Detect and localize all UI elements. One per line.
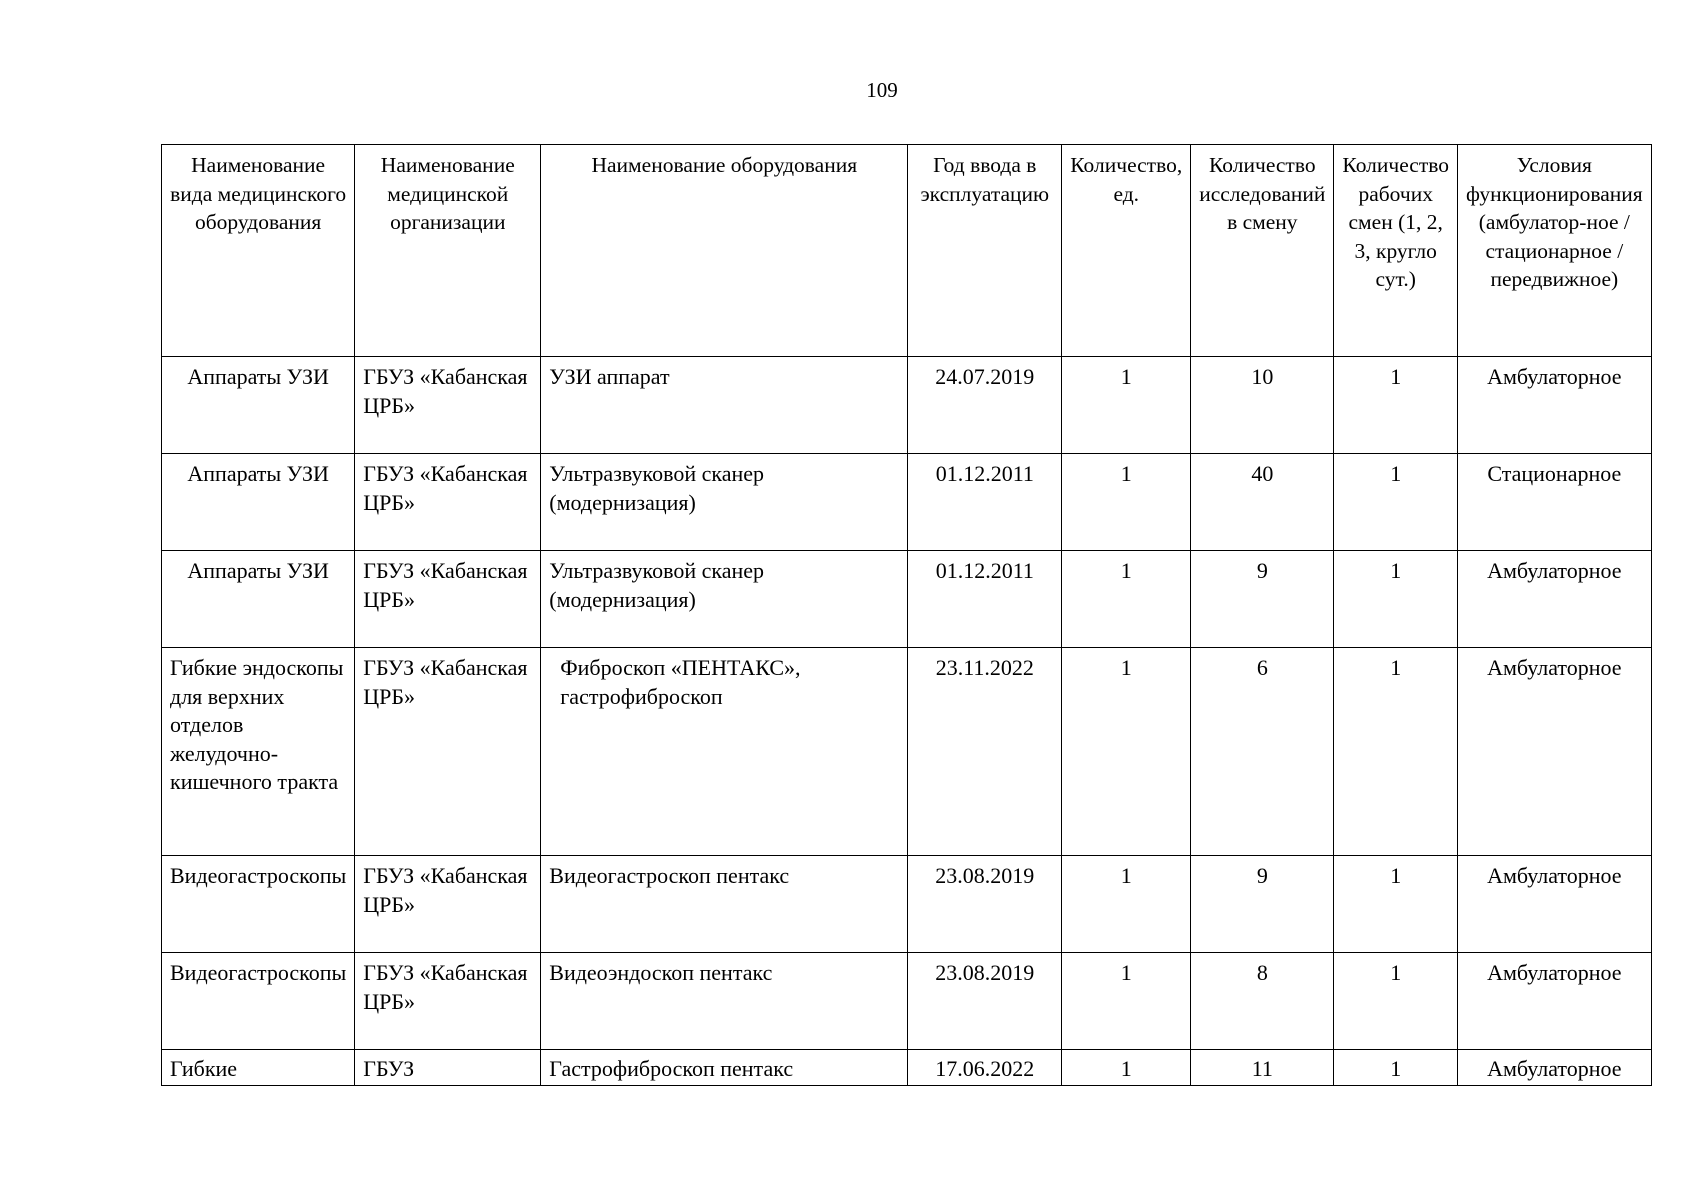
cell-operating-conditions: Амбулаторное (1457, 1050, 1651, 1086)
cell-organization: ГБУЗ (355, 1050, 541, 1086)
table-row (162, 357, 1652, 454)
cell-equipment-name: Видеогастроскоп пентакс (541, 856, 908, 953)
header-quantity: Количество, ед. (1062, 145, 1191, 357)
cell-equipment-type: Гибкие эндоскопы для верхних отделов желудочно-кишечного тракта (162, 648, 355, 856)
cell-studies-per-shift: 11 (1191, 1050, 1334, 1086)
table-row (162, 856, 1652, 953)
cell-studies-per-shift: 8 (1191, 953, 1334, 1050)
cell-equipment-name: Гастрофиброскоп пентакс (541, 1050, 908, 1086)
cell-equipment-name: Фиброскоп «ПЕНТАКС», гастрофиброскоп (541, 648, 908, 856)
cell-equipment-type: Видеогастроскопы (162, 953, 355, 1050)
cell-equipment-name: УЗИ аппарат (541, 357, 908, 454)
cell-quantity: 1 (1062, 551, 1191, 648)
cell-organization: ГБУЗ «Кабанская ЦРБ» (355, 648, 541, 856)
header-work-shifts: Количество рабочих смен (1, 2, 3, кругло сут.) (1334, 145, 1458, 357)
cell-organization: ГБУЗ «Кабанская ЦРБ» (355, 953, 541, 1050)
cell-organization: ГБУЗ «Кабанская ЦРБ» (355, 454, 541, 551)
cell-commissioning-year: 23.08.2019 (908, 856, 1062, 953)
cell-operating-conditions: Амбулаторное (1457, 357, 1651, 454)
cell-equipment-type: Гибкие (162, 1050, 355, 1086)
cell-operating-conditions: Амбулаторное (1457, 856, 1651, 953)
cell-work-shifts: 1 (1334, 357, 1458, 454)
cell-studies-per-shift: 9 (1191, 551, 1334, 648)
cell-commissioning-year: 23.11.2022 (908, 648, 1062, 856)
cell-work-shifts: 1 (1334, 454, 1458, 551)
cell-equipment-name: Ультразвуковой сканер (модернизация) (541, 551, 908, 648)
header-organization: Наименование медицинской организации (355, 145, 541, 357)
cell-organization: ГБУЗ «Кабанская ЦРБ» (355, 551, 541, 648)
cell-quantity: 1 (1062, 953, 1191, 1050)
cell-studies-per-shift: 40 (1191, 454, 1334, 551)
cell-commissioning-year: 01.12.2011 (908, 551, 1062, 648)
table-row (162, 551, 1652, 648)
cell-operating-conditions: Стационарное (1457, 454, 1651, 551)
cell-quantity: 1 (1062, 454, 1191, 551)
cell-work-shifts: 1 (1334, 856, 1458, 953)
cell-quantity: 1 (1062, 856, 1191, 953)
table-row (162, 454, 1652, 551)
cell-equipment-type: Видеогастроскопы (162, 856, 355, 953)
cell-commissioning-year: 01.12.2011 (908, 454, 1062, 551)
header-commissioning-year: Год ввода в эксплуатацию (908, 145, 1062, 357)
header-operating-conditions: Условия функционирования (амбулатор-ное / стационарное / передвижное) (1457, 145, 1651, 357)
page-number: 109 (866, 78, 898, 102)
cell-quantity: 1 (1062, 1050, 1191, 1086)
cell-organization: ГБУЗ «Кабанская ЦРБ» (355, 856, 541, 953)
cell-equipment-name: Видеоэндоскоп пентакс (541, 953, 908, 1050)
cell-studies-per-shift: 10 (1191, 357, 1334, 454)
cell-studies-per-shift: 9 (1191, 856, 1334, 953)
header-equipment-name: Наименование оборудования (541, 145, 908, 357)
cell-work-shifts: 1 (1334, 551, 1458, 648)
cell-equipment-type: Аппараты УЗИ (162, 357, 355, 454)
table-row (162, 953, 1652, 1050)
cell-operating-conditions: Амбулаторное (1457, 648, 1651, 856)
table-row (162, 1050, 1652, 1086)
cell-operating-conditions: Амбулаторное (1457, 953, 1651, 1050)
cell-commissioning-year: 24.07.2019 (908, 357, 1062, 454)
cell-equipment-type: Аппараты УЗИ (162, 454, 355, 551)
equipment-table (161, 144, 1652, 1086)
cell-work-shifts: 1 (1334, 648, 1458, 856)
cell-equipment-name: Ультразвуковой сканер (модернизация) (541, 454, 908, 551)
cell-organization: ГБУЗ «Кабанская ЦРБ» (355, 357, 541, 454)
header-equipment-type: Наименование вида медицинского оборудования (162, 145, 355, 357)
cell-equipment-type: Аппараты УЗИ (162, 551, 355, 648)
table-row (162, 648, 1652, 856)
table-header-row (162, 145, 1652, 357)
cell-studies-per-shift: 6 (1191, 648, 1334, 856)
cell-commissioning-year: 23.08.2019 (908, 953, 1062, 1050)
cell-operating-conditions: Амбулаторное (1457, 551, 1651, 648)
cell-quantity: 1 (1062, 648, 1191, 856)
cell-commissioning-year: 17.06.2022 (908, 1050, 1062, 1086)
header-studies-per-shift: Количество исследований в смену (1191, 145, 1334, 357)
cell-work-shifts: 1 (1334, 1050, 1458, 1086)
cell-work-shifts: 1 (1334, 953, 1458, 1050)
cell-quantity: 1 (1062, 357, 1191, 454)
